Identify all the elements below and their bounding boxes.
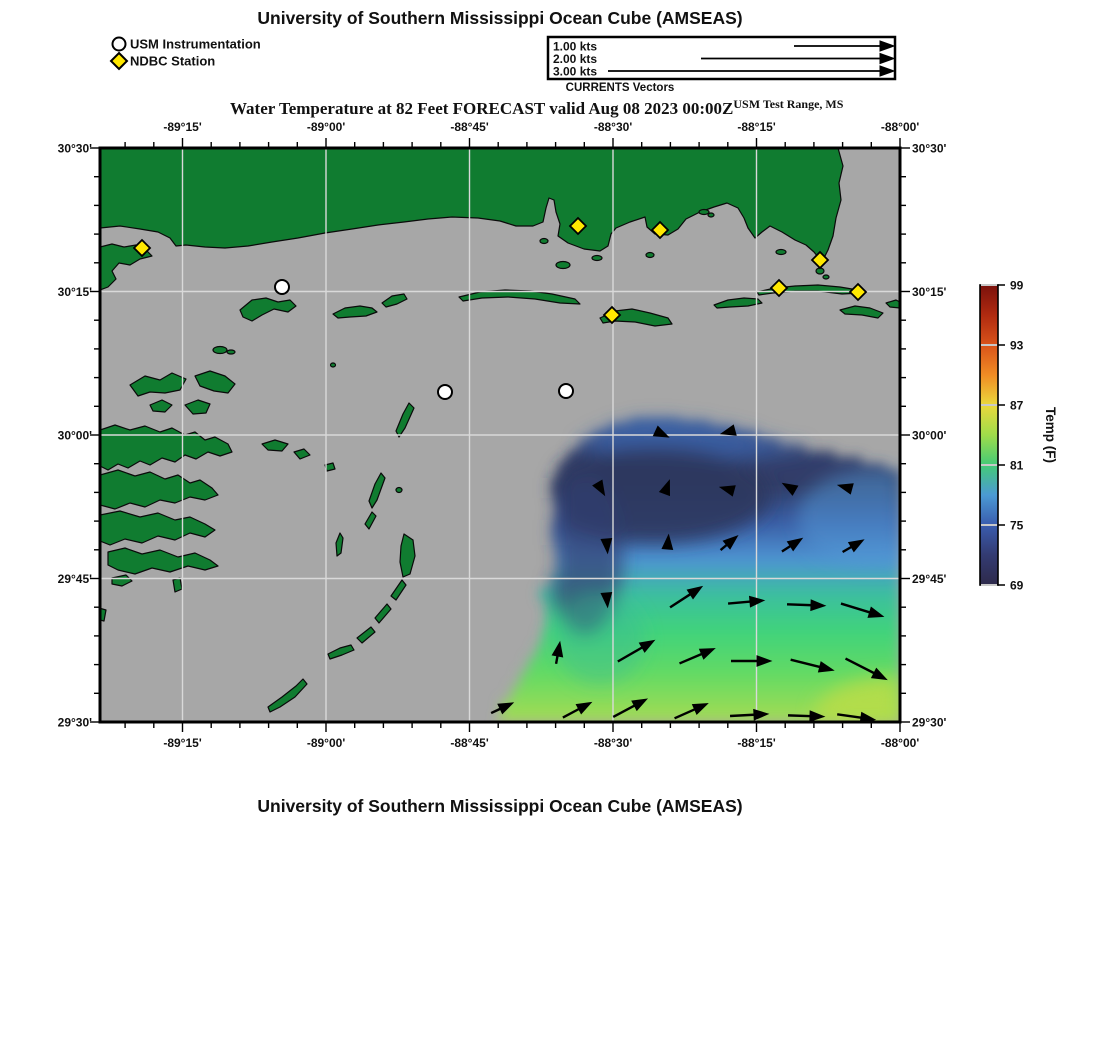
lat-label-left: 30°15' xyxy=(57,285,92,299)
usm-station-marker xyxy=(559,384,573,398)
lon-label-bottom: -89°00' xyxy=(306,736,346,750)
islet xyxy=(823,275,829,279)
figure-title-top: University of Southern Mississippi Ocean Cube (AMSEAS) xyxy=(257,8,743,28)
lat-label-right: 29°45' xyxy=(912,572,947,586)
lat-label-left: 30°30' xyxy=(57,141,92,156)
islet xyxy=(227,350,235,354)
currents-vector-key xyxy=(548,37,895,94)
lon-label-top: -89°00' xyxy=(306,120,346,134)
lon-label-bottom: -88°15' xyxy=(737,736,776,750)
colorbar-tick-label: 87 xyxy=(1010,398,1024,413)
temperature-field xyxy=(497,418,975,753)
colorbar-tick-label: 93 xyxy=(1010,338,1024,353)
lon-label-bottom: -88°30' xyxy=(593,736,633,750)
lon-label-top: -88°45' xyxy=(450,120,489,134)
lat-label-right: 29°30' xyxy=(912,715,947,730)
lon-label-top: -89°15' xyxy=(163,120,202,134)
temperature-overlay xyxy=(555,595,645,685)
islet xyxy=(556,262,570,269)
usm-circle-icon xyxy=(113,38,126,51)
lat-label-right: 30°15' xyxy=(912,285,947,299)
vector-key-caption: CURRENTS Vectors xyxy=(565,82,675,94)
lon-label-bottom: -88°00' xyxy=(880,736,920,750)
usm-station-marker xyxy=(438,385,452,399)
subtitle-main: Water Temperature at 82 Feet FORECAST valid Aug 08 2023 00:00Z xyxy=(230,99,734,118)
vector-key-row-label: 3.00 kts xyxy=(553,64,598,79)
islet xyxy=(592,256,602,261)
colorbar-tick-label: 75 xyxy=(1010,518,1024,533)
lon-label-top: -88°00' xyxy=(880,120,920,134)
lat-label-left: 30°00' xyxy=(57,428,92,443)
usm-station-marker xyxy=(275,280,289,294)
colorbar-tick-label: 69 xyxy=(1010,578,1024,593)
temperature-overlay xyxy=(797,470,947,566)
colorbar xyxy=(980,279,1058,593)
islet xyxy=(331,363,336,367)
usm-legend-label: USM Instrumentation xyxy=(130,36,261,52)
vector-tail xyxy=(730,715,756,716)
vector-tail xyxy=(788,715,812,716)
lon-label-bottom: -89°15' xyxy=(163,736,202,750)
lon-label-bottom: -88°45' xyxy=(450,736,489,750)
lat-label-right: 30°30' xyxy=(912,141,947,156)
lat-label-left: 29°45' xyxy=(57,572,92,586)
marsh-bit xyxy=(173,578,182,592)
islet xyxy=(699,210,709,215)
colorbar-tick-label: 81 xyxy=(1010,458,1024,473)
forecast-subtitle xyxy=(230,97,844,118)
lon-label-top: -88°15' xyxy=(737,120,776,134)
vector-key-row-label: 1.00 kts xyxy=(553,39,598,54)
lat-label-right: 30°00' xyxy=(912,428,947,443)
map-panel xyxy=(58,120,975,753)
colorbar-tick-label: 99 xyxy=(1010,278,1024,293)
colorbar-gradient xyxy=(980,285,998,585)
lon-label-top: -88°30' xyxy=(593,120,633,134)
vector-tail xyxy=(787,604,813,605)
islet xyxy=(540,239,548,244)
colorbar-title: Temp (F) xyxy=(1043,407,1058,463)
ndbc-legend-label: NDBC Station xyxy=(130,53,216,69)
islet xyxy=(646,253,654,258)
vector-key-row-label: 2.00 kts xyxy=(553,52,598,66)
lat-label-left: 29°30' xyxy=(57,715,92,730)
islet xyxy=(396,488,402,493)
ndbc-diamond-icon xyxy=(111,53,127,69)
islet xyxy=(213,347,227,354)
islet xyxy=(708,213,714,217)
islet xyxy=(776,250,786,255)
figure-title-bottom: University of Southern Mississippi Ocean Cube (AMSEAS) xyxy=(257,796,743,816)
marker-legend xyxy=(111,37,261,70)
subtitle-superscript: USM Test Range, MS xyxy=(733,97,844,111)
